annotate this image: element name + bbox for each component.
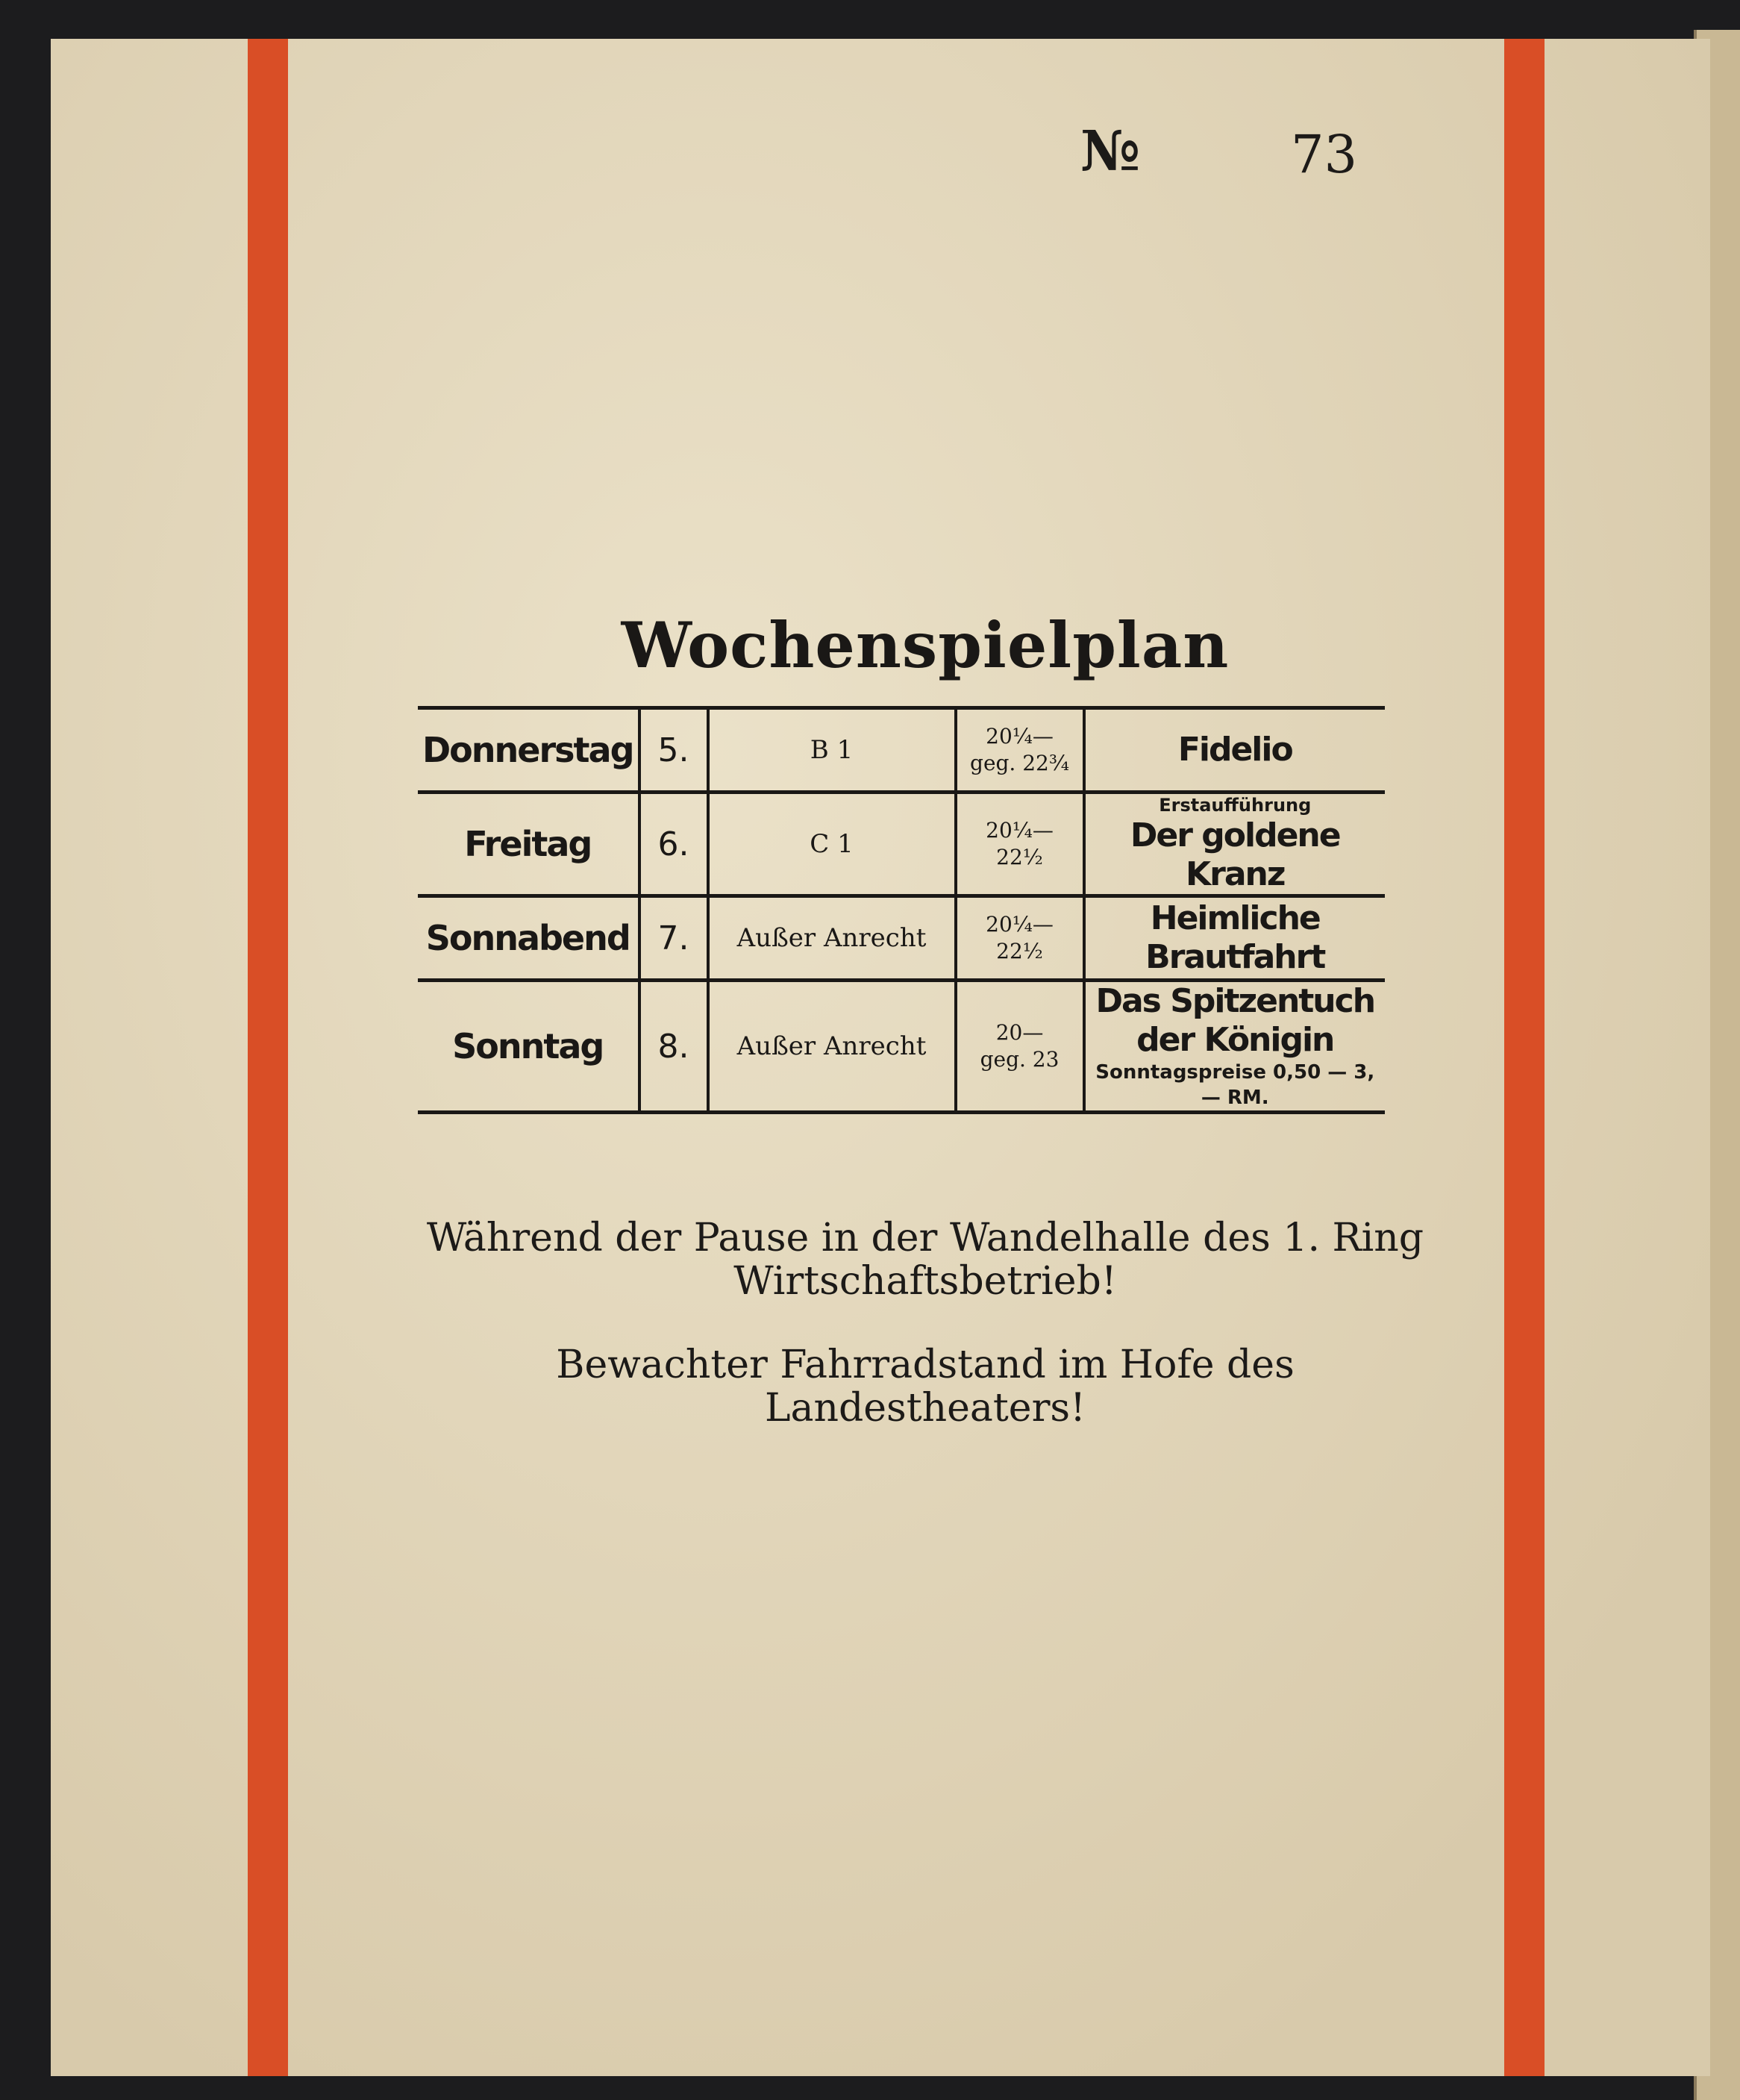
time-end: 22½	[996, 845, 1043, 869]
play-title: Das Spitzentuch der Königin	[1095, 982, 1375, 1059]
issue-number	[1074, 119, 1373, 187]
play-title: Heimliche Brautfahrt	[1145, 899, 1325, 976]
date-cell: 7.	[639, 896, 708, 981]
day-cell: Freitag	[418, 793, 639, 896]
time-start: 20¼—	[986, 912, 1054, 937]
day-cell: Sonnabend	[418, 896, 639, 981]
series-cell: C 1	[708, 793, 956, 896]
day-cell: Donnerstag	[418, 708, 639, 793]
table-row	[418, 896, 1385, 981]
time-cell	[956, 981, 1084, 1113]
notice-line: Wirtschaftsbetrieb!	[733, 1259, 1117, 1304]
sunday-prices-note: Sonntagspreise 0,50 — 3,— RM.	[1095, 1061, 1375, 1109]
weekly-schedule-table	[418, 706, 1385, 1114]
date-cell: 8.	[639, 981, 708, 1113]
table-row	[418, 793, 1385, 896]
table-row	[418, 708, 1385, 793]
notice-line: Während der Pause in der Wandelhalle des 1. Ring	[426, 1216, 1424, 1260]
time-end: geg. 23	[980, 1047, 1060, 1072]
play-title: Fidelio	[1177, 731, 1292, 769]
time-cell	[956, 708, 1084, 793]
play-cell	[1084, 793, 1385, 896]
time-start: 20¼—	[986, 724, 1054, 749]
series-cell: Außer Anrecht	[708, 896, 956, 981]
date-cell: 6.	[639, 793, 708, 896]
intermission-notice	[418, 1216, 1433, 1303]
number-value: 73	[1291, 124, 1358, 185]
time-cell	[956, 896, 1084, 981]
number-sign: №	[1080, 119, 1141, 184]
day-cell: Sonntag	[418, 981, 639, 1113]
left-red-stripe	[248, 39, 288, 2076]
date-cell: 5.	[639, 708, 708, 793]
time-start: 20¼—	[986, 818, 1054, 843]
time-end: geg. 22¾	[970, 751, 1070, 775]
play-cell	[1084, 896, 1385, 981]
play-cell	[1084, 981, 1385, 1113]
series-cell: Außer Anrecht	[708, 981, 956, 1113]
page-title: Wochenspielplan	[621, 608, 1230, 682]
bicycle-notice	[418, 1343, 1433, 1430]
play-title: Der goldene Kranz	[1130, 816, 1340, 893]
time-cell	[956, 793, 1084, 896]
premiere-note: Erstaufführung	[1159, 795, 1312, 816]
time-end: 22½	[996, 939, 1043, 963]
time-start: 20—	[995, 1020, 1044, 1045]
table-row	[418, 981, 1385, 1113]
right-red-stripe	[1504, 39, 1545, 2076]
play-cell	[1084, 708, 1385, 793]
notice-line: Bewachter Fahrradstand im Hofe des Landestheaters!	[556, 1343, 1295, 1431]
series-cell: B 1	[708, 708, 956, 793]
